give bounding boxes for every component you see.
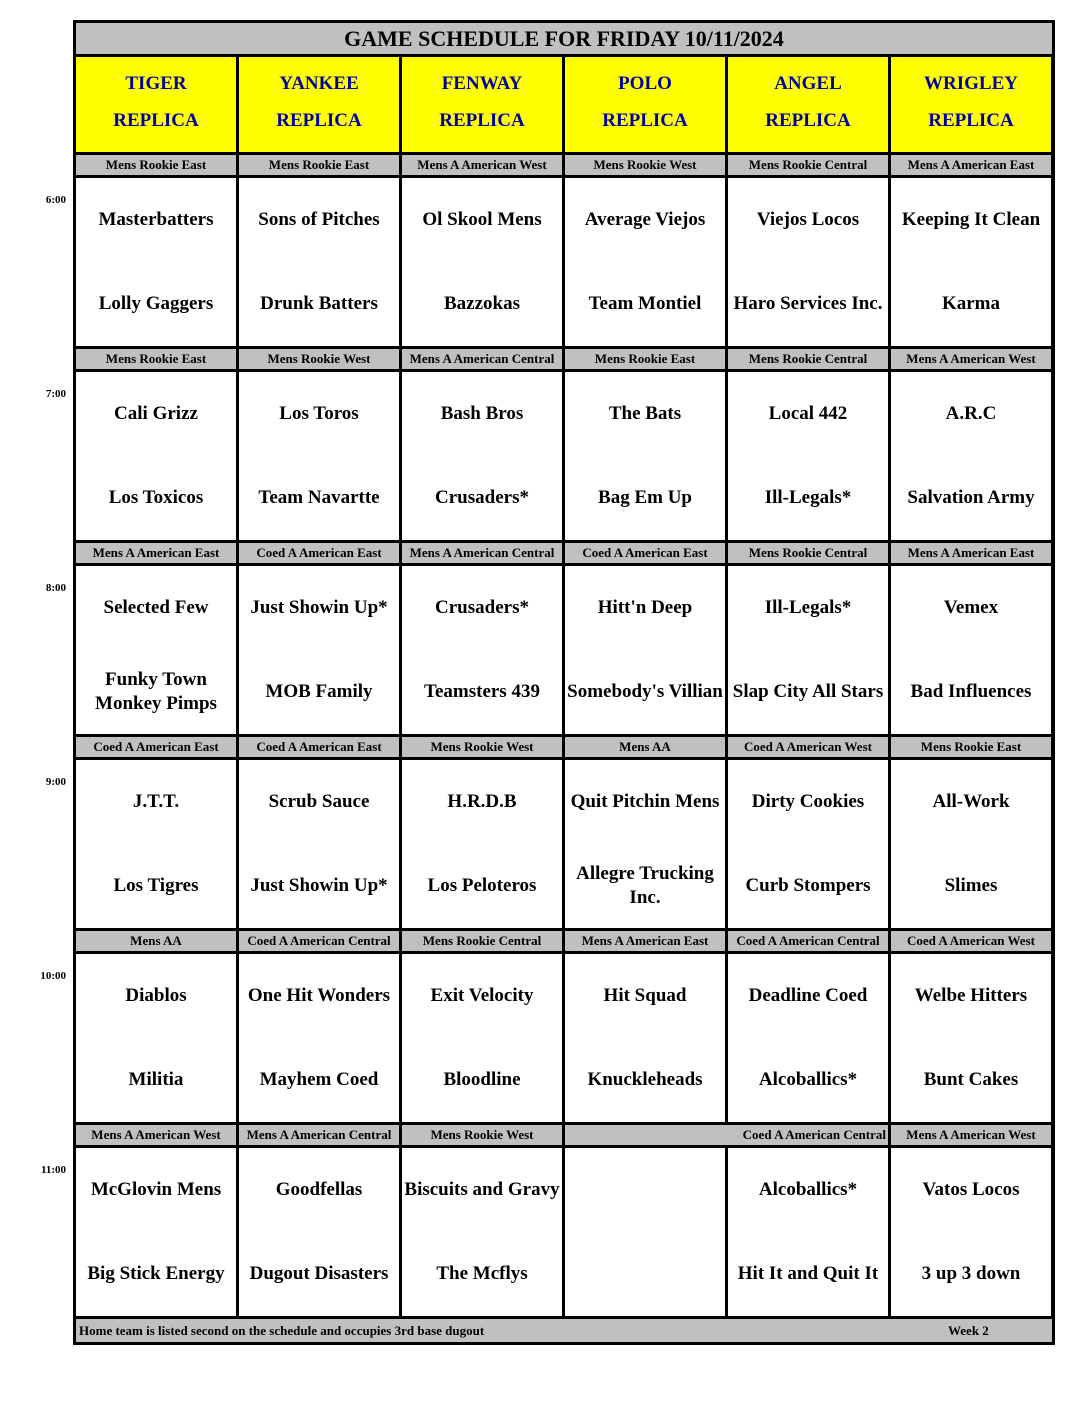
division-label: Mens A American East	[565, 931, 725, 951]
time-label: 10:00	[40, 970, 66, 982]
field-subtitle: REPLICA	[439, 110, 525, 132]
away-team: Average Viejos	[565, 178, 725, 262]
division-label: Mens Rookie East	[565, 349, 725, 369]
away-team: Dirty Cookies	[728, 760, 888, 844]
home-team: Bloodline	[402, 1038, 562, 1122]
division-label: Coed A American East	[239, 737, 399, 757]
division-label: Coed A American West	[728, 737, 888, 757]
division-label: Mens A American Central	[402, 543, 562, 563]
division-label: Mens Rookie Central	[728, 155, 888, 175]
time-label: 9:00	[45, 776, 66, 788]
away-team: Ol Skool Mens	[402, 178, 562, 262]
division-label: Mens Rookie East	[76, 155, 236, 175]
division-label: Mens A American Central	[402, 349, 562, 369]
home-team: Allegre Trucking Inc.	[565, 844, 725, 928]
field-header-angel	[728, 57, 888, 152]
home-team: Los Peloteros	[402, 844, 562, 928]
field-subtitle: REPLICA	[602, 110, 688, 132]
division-label: Mens Rookie West	[565, 155, 725, 175]
division-label: Coed A American East	[565, 543, 725, 563]
field-name: ANGEL	[774, 72, 842, 94]
home-team: Ill-Legals*	[728, 456, 888, 540]
away-team: Los Toros	[239, 372, 399, 456]
division-label: Mens A American West	[402, 155, 562, 175]
division-label: Mens A American East	[891, 155, 1051, 175]
field-header-wrigley	[891, 57, 1051, 152]
division-label: Coed A American West	[891, 931, 1051, 951]
time-label: 8:00	[45, 582, 66, 594]
field-name: TIGER	[125, 72, 187, 94]
home-team: Bunt Cakes	[891, 1038, 1051, 1122]
division-label: Mens Rookie West	[402, 1125, 562, 1145]
away-team: Deadline Coed	[728, 954, 888, 1038]
home-team: MOB Family	[239, 650, 399, 734]
division-label: Coed A American Central	[728, 931, 888, 951]
away-team: Viejos Locos	[728, 178, 888, 262]
away-team: Goodfellas	[239, 1148, 399, 1232]
home-team: Slap City All Stars	[728, 650, 888, 734]
away-team	[565, 1148, 725, 1232]
field-subtitle: REPLICA	[928, 110, 1014, 132]
field-header-polo	[565, 57, 725, 152]
away-team: Diablos	[76, 954, 236, 1038]
division-label: Mens A American West	[891, 1125, 1051, 1145]
division-label: Coed A American Central	[239, 931, 399, 951]
field-header-yankee	[239, 57, 399, 152]
home-team: Big Stick Energy	[76, 1232, 236, 1316]
division-label: Mens Rookie West	[239, 349, 399, 369]
home-team: Teamsters 439	[402, 650, 562, 734]
division-label: Mens Rookie East	[891, 737, 1051, 757]
away-team: Sons of Pitches	[239, 178, 399, 262]
field-subtitle: REPLICA	[276, 110, 362, 132]
away-team: All-Work	[891, 760, 1051, 844]
home-team: Haro Services Inc.	[728, 262, 888, 346]
away-team: The Bats	[565, 372, 725, 456]
home-team: Lolly Gaggers	[76, 262, 236, 346]
time-label: 6:00	[45, 194, 66, 206]
away-team: Selected Few	[76, 566, 236, 650]
away-team: Alcoballics*	[728, 1148, 888, 1232]
division-label: Coed A American East	[239, 543, 399, 563]
home-team: Knuckleheads	[565, 1038, 725, 1122]
home-team: Karma	[891, 262, 1051, 346]
away-team: Biscuits and Gravy	[402, 1148, 562, 1232]
home-team: The Mcflys	[402, 1232, 562, 1316]
away-team: Local 442	[728, 372, 888, 456]
field-name: WRIGLEY	[924, 72, 1018, 94]
division-label: Mens Rookie East	[76, 349, 236, 369]
home-team: Militia	[76, 1038, 236, 1122]
home-team: Alcoballics*	[728, 1038, 888, 1122]
away-team: Welbe Hitters	[891, 954, 1051, 1038]
away-team: Hitt'n Deep	[565, 566, 725, 650]
field-name: YANKEE	[279, 72, 359, 94]
division-label: Mens A American East	[76, 543, 236, 563]
division-label: Mens Rookie West	[402, 737, 562, 757]
division-label: Coed A American East	[76, 737, 236, 757]
division-label: Mens AA	[565, 737, 725, 757]
away-team: Vemex	[891, 566, 1051, 650]
away-team: One Hit Wonders	[239, 954, 399, 1038]
time-label: 7:00	[45, 388, 66, 400]
away-team: Ill-Legals*	[728, 566, 888, 650]
away-team: A.R.C	[891, 372, 1051, 456]
home-team: Bazzokas	[402, 262, 562, 346]
home-team	[565, 1232, 725, 1316]
field-subtitle: REPLICA	[765, 110, 851, 132]
away-team: Scrub Sauce	[239, 760, 399, 844]
away-team: McGlovin Mens	[76, 1148, 236, 1232]
away-team: J.T.T.	[76, 760, 236, 844]
division-label: Mens Rookie Central	[728, 543, 888, 563]
page-title: GAME SCHEDULE FOR FRIDAY 10/11/2024	[76, 23, 1052, 54]
time-label: 11:00	[40, 1164, 66, 1176]
home-team: Salvation Army	[891, 456, 1051, 540]
schedule-table	[73, 20, 1055, 1345]
field-name: FENWAY	[441, 72, 523, 94]
away-team: H.R.D.B	[402, 760, 562, 844]
home-team: Funky Town Monkey Pimps	[76, 650, 236, 734]
home-team: Los Toxicos	[76, 456, 236, 540]
home-team: Crusaders*	[402, 456, 562, 540]
away-team: Masterbatters	[76, 178, 236, 262]
home-team: Team Navartte	[239, 456, 399, 540]
home-team: Just Showin Up*	[239, 844, 399, 928]
footer-note: Home team is listed second on the schedule and occupies 3rd base dugout	[76, 1319, 1052, 1342]
home-team: Drunk Batters	[239, 262, 399, 346]
home-team: Somebody's Villian	[565, 650, 725, 734]
home-team: Los Tigres	[76, 844, 236, 928]
away-team: Vatos Locos	[891, 1148, 1051, 1232]
away-team: Exit Velocity	[402, 954, 562, 1038]
field-subtitle: REPLICA	[113, 110, 199, 132]
division-label: Mens A American East	[891, 543, 1051, 563]
away-team: Quit Pitchin Mens	[565, 760, 725, 844]
home-team: Slimes	[891, 844, 1051, 928]
division-label: Mens A American Central	[239, 1125, 399, 1145]
home-team: Bad Influences	[891, 650, 1051, 734]
division-label: Mens Rookie Central	[402, 931, 562, 951]
field-name: POLO	[618, 72, 672, 94]
week-label: Week 2	[948, 1323, 989, 1338]
home-team: 3 up 3 down	[891, 1232, 1051, 1316]
away-team: Just Showin Up*	[239, 566, 399, 650]
away-team: Hit Squad	[565, 954, 725, 1038]
field-header-tiger	[76, 57, 236, 152]
division-label: Coed A American Central	[565, 1125, 888, 1145]
away-team: Cali Grizz	[76, 372, 236, 456]
home-team: Curb Stompers	[728, 844, 888, 928]
home-team: Hit It and Quit It	[728, 1232, 888, 1316]
away-team: Bash Bros	[402, 372, 562, 456]
home-team: Mayhem Coed	[239, 1038, 399, 1122]
away-team: Keeping It Clean	[891, 178, 1051, 262]
division-label: Mens A American West	[76, 1125, 236, 1145]
division-label: Mens Rookie Central	[728, 349, 888, 369]
home-team: Bag Em Up	[565, 456, 725, 540]
field-header-fenway	[402, 57, 562, 152]
division-label: Mens Rookie East	[239, 155, 399, 175]
division-label: Mens A American West	[891, 349, 1051, 369]
away-team: Crusaders*	[402, 566, 562, 650]
division-label: Mens AA	[76, 931, 236, 951]
home-team: Team Montiel	[565, 262, 725, 346]
home-team: Dugout Disasters	[239, 1232, 399, 1316]
